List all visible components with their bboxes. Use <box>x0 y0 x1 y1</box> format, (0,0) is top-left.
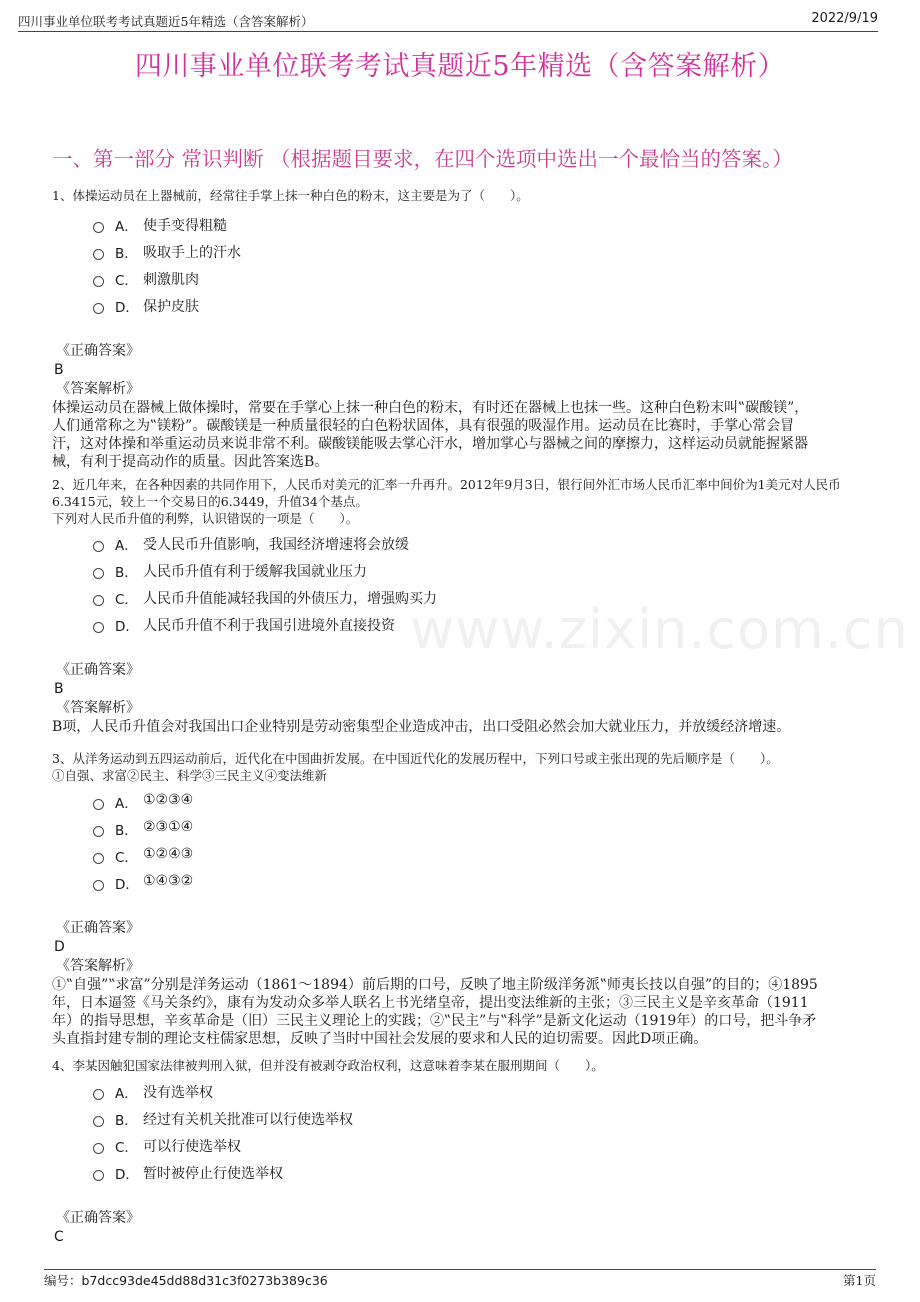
option-letter: B． <box>115 823 138 839</box>
option-d[interactable] <box>93 294 867 321</box>
question-3 <box>52 750 867 1048</box>
page-number: 第1页 <box>843 1273 876 1288</box>
question-text: 3、从洋务运动到五四运动前后，近代化在中国曲折发展。在中国近代化的发展历程中，下列口号或主张出现的先后顺序是（ ）。 <box>52 751 779 766</box>
explanation-line: 械，有利于提高动作的质量。因此答案选B。 <box>52 454 329 470</box>
question-1 <box>52 187 867 471</box>
option-b[interactable] <box>93 817 867 844</box>
option-text: 经过有关机关批准可以行使选举权 <box>143 1112 353 1128</box>
question-text: 下列对人民币升值的利弊，认识错误的一项是（ ）。 <box>52 511 359 526</box>
radio-button[interactable] <box>93 622 104 633</box>
option-letter: D． <box>115 1167 139 1183</box>
option-text: 人民币升值能减轻我国的外债压力，增强购买力 <box>143 591 437 607</box>
radio-button[interactable] <box>93 1116 104 1127</box>
option-text: ①④③② <box>143 873 194 889</box>
explanation-line: 年，日本逼签《马关条约》，康有为发动众多举人联名上书光绪皇帝，提出变法维新的主张；③三民主义是辛亥革命（1911 <box>52 995 809 1011</box>
question-text: 1、体操运动员在上器械前，经常往手掌上抹一种白色的粉末，这主要是为了（ ）。 <box>52 188 529 203</box>
explanation-line: ①‟自强”‟求富”分别是洋务运动（1861～1894）前后期的口号，反映了地主阶级洋务派‟师夷长技以自强”的目的；④1895 <box>52 977 818 993</box>
explanation-line: 年）的指导思想，辛亥革命是（旧）三民主义理论上的实践；②‟民主”与‟科学”是新文化运动（1919年）的口号，把斗争矛 <box>52 1013 817 1029</box>
section-title: 一、第一部分 常识判断 （根据题目要求，在四个选项中选出一个最恰当的答案。） <box>52 147 793 171</box>
option-letter: B． <box>115 1113 138 1129</box>
explanation-line: B项，人民币升值会对我国出口企业特别是劳动密集型企业造成冲击，出口受阻必然会加大就业压力，并放缓经济增速。 <box>52 719 791 735</box>
option-d[interactable] <box>93 613 867 640</box>
correct-answer: B <box>54 362 64 378</box>
option-text: 暂时被停止行使选举权 <box>143 1166 283 1182</box>
option-letter: D． <box>115 877 139 893</box>
option-a[interactable] <box>93 1080 867 1107</box>
option-text: 受人民币升值影响，我国经济增速将会放缓 <box>143 537 409 553</box>
option-text: 人民币升值有利于缓解我国就业压力 <box>143 564 367 580</box>
option-a[interactable] <box>93 213 867 240</box>
radio-button[interactable] <box>93 541 104 552</box>
question-4 <box>52 1057 867 1246</box>
option-letter: A． <box>115 538 138 554</box>
correct-answer: D <box>54 939 65 955</box>
radio-button[interactable] <box>93 799 104 810</box>
question-text: ①自强、求富②民主、科学③三民主义④变法维新 <box>52 768 328 783</box>
option-text: 吸取手上的汗水 <box>143 245 241 261</box>
option-d[interactable] <box>93 1161 867 1188</box>
document-code <box>44 1271 328 1289</box>
question-text: 2、近几年来，在各种因素的共同作用下，人民币对美元的汇率一升再升。2012年9月3日，银行间外汇市场人民币汇率中间价为1美元对人民币 <box>52 477 841 492</box>
radio-button[interactable] <box>93 1089 104 1100</box>
explanation-line: 汗，这对体操和举重运动员来说非常不利。碳酸镁能吸去掌心汗水，增加掌心与器械之间的摩擦力，这样运动员就能握紧器 <box>52 436 808 452</box>
question-text: 4、李某因触犯国家法律被判刑入狱，但并没有被剥夺政治权利，这意味着李某在服刑期间（ ）。 <box>52 1058 604 1073</box>
code-value: b7dcc93de45dd88d31c3f0273b389c36 <box>81 1273 328 1288</box>
option-text: 保护皮肤 <box>143 299 199 315</box>
option-text: 没有选举权 <box>143 1085 213 1101</box>
option-d[interactable] <box>93 871 867 898</box>
option-text: 使手变得粗糙 <box>143 218 227 234</box>
option-c[interactable] <box>93 1134 867 1161</box>
radio-button[interactable] <box>93 826 104 837</box>
radio-button[interactable] <box>93 595 104 606</box>
option-letter: C． <box>115 592 138 608</box>
option-text: ②③①④ <box>143 819 194 835</box>
explanation-label: 《答案解析》 <box>56 958 140 974</box>
option-letter: C． <box>115 850 138 866</box>
explanation-line: 头直指封建专制的理论支柱儒家思想，反映了当时中国社会发展的要求和人民的迫切需要。因此D项正确。 <box>52 1031 708 1047</box>
answer-label: 《正确答案》 <box>56 1210 140 1226</box>
radio-button[interactable] <box>93 249 104 260</box>
header-doc-title: 四川事业单位联考考试真题近5年精选（含答案解析） <box>18 14 314 29</box>
radio-button[interactable] <box>93 1143 104 1154</box>
option-letter: A． <box>115 1086 138 1102</box>
radio-button[interactable] <box>93 880 104 891</box>
option-letter: B． <box>115 565 138 581</box>
option-c[interactable] <box>93 267 867 294</box>
radio-button[interactable] <box>93 222 104 233</box>
option-b[interactable] <box>93 240 867 267</box>
explanation-label: 《答案解析》 <box>56 381 140 397</box>
question-text: 6.3415元，较上一个交易日的6.3449，升值34个基点。 <box>52 494 368 509</box>
explanation-line: 体操运动员在器械上做体操时，常要在手掌心上抹一种白色的粉末，有时还在器械上也抹一些。这种白色粉末叫‟碳酸镁”， <box>52 400 809 416</box>
correct-answer: B <box>54 681 64 697</box>
option-letter: A． <box>115 796 138 812</box>
question-2 <box>52 476 867 736</box>
explanation-line: 人们通常称之为‟镁粉”。碳酸镁是一种质量很轻的白色粉状固体，具有很强的吸湿作用。运动员在比赛时，手掌心常会冒 <box>52 418 795 434</box>
explanation-label: 《答案解析》 <box>56 700 140 716</box>
option-a[interactable] <box>93 532 867 559</box>
radio-button[interactable] <box>93 568 104 579</box>
footer-divider <box>44 1269 876 1270</box>
option-a[interactable] <box>93 790 867 817</box>
option-letter: B． <box>115 246 138 262</box>
radio-button[interactable] <box>93 276 104 287</box>
watermark: www.zixin.com.cn <box>410 598 909 661</box>
option-b[interactable] <box>93 559 867 586</box>
option-letter: D． <box>115 300 139 316</box>
option-text: ①②③④ <box>143 792 194 808</box>
radio-button[interactable] <box>93 303 104 314</box>
option-c[interactable] <box>93 844 867 871</box>
answer-label: 《正确答案》 <box>56 920 140 936</box>
option-text: 人民币升值不利于我国引进境外直接投资 <box>143 618 395 634</box>
page-title: 四川事业单位联考考试真题近5年精选（含答案解析） <box>134 51 786 82</box>
header-divider <box>18 31 878 32</box>
code-label: 编号： <box>44 1273 82 1288</box>
radio-button[interactable] <box>93 853 104 864</box>
option-letter: C． <box>115 273 138 289</box>
answer-label: 《正确答案》 <box>56 343 140 359</box>
option-b[interactable] <box>93 1107 867 1134</box>
option-text: 可以行使选举权 <box>143 1139 241 1155</box>
radio-button[interactable] <box>93 1170 104 1181</box>
option-letter: D． <box>115 619 139 635</box>
option-letter: A． <box>115 219 138 235</box>
option-letter: C． <box>115 1140 138 1156</box>
correct-answer: C <box>54 1229 64 1245</box>
answer-label: 《正确答案》 <box>56 662 140 678</box>
option-text: 刺激肌肉 <box>143 272 199 288</box>
option-text: ①②④③ <box>143 846 194 862</box>
header-date: 2022/9/19 <box>811 11 878 26</box>
option-c[interactable] <box>93 586 867 613</box>
